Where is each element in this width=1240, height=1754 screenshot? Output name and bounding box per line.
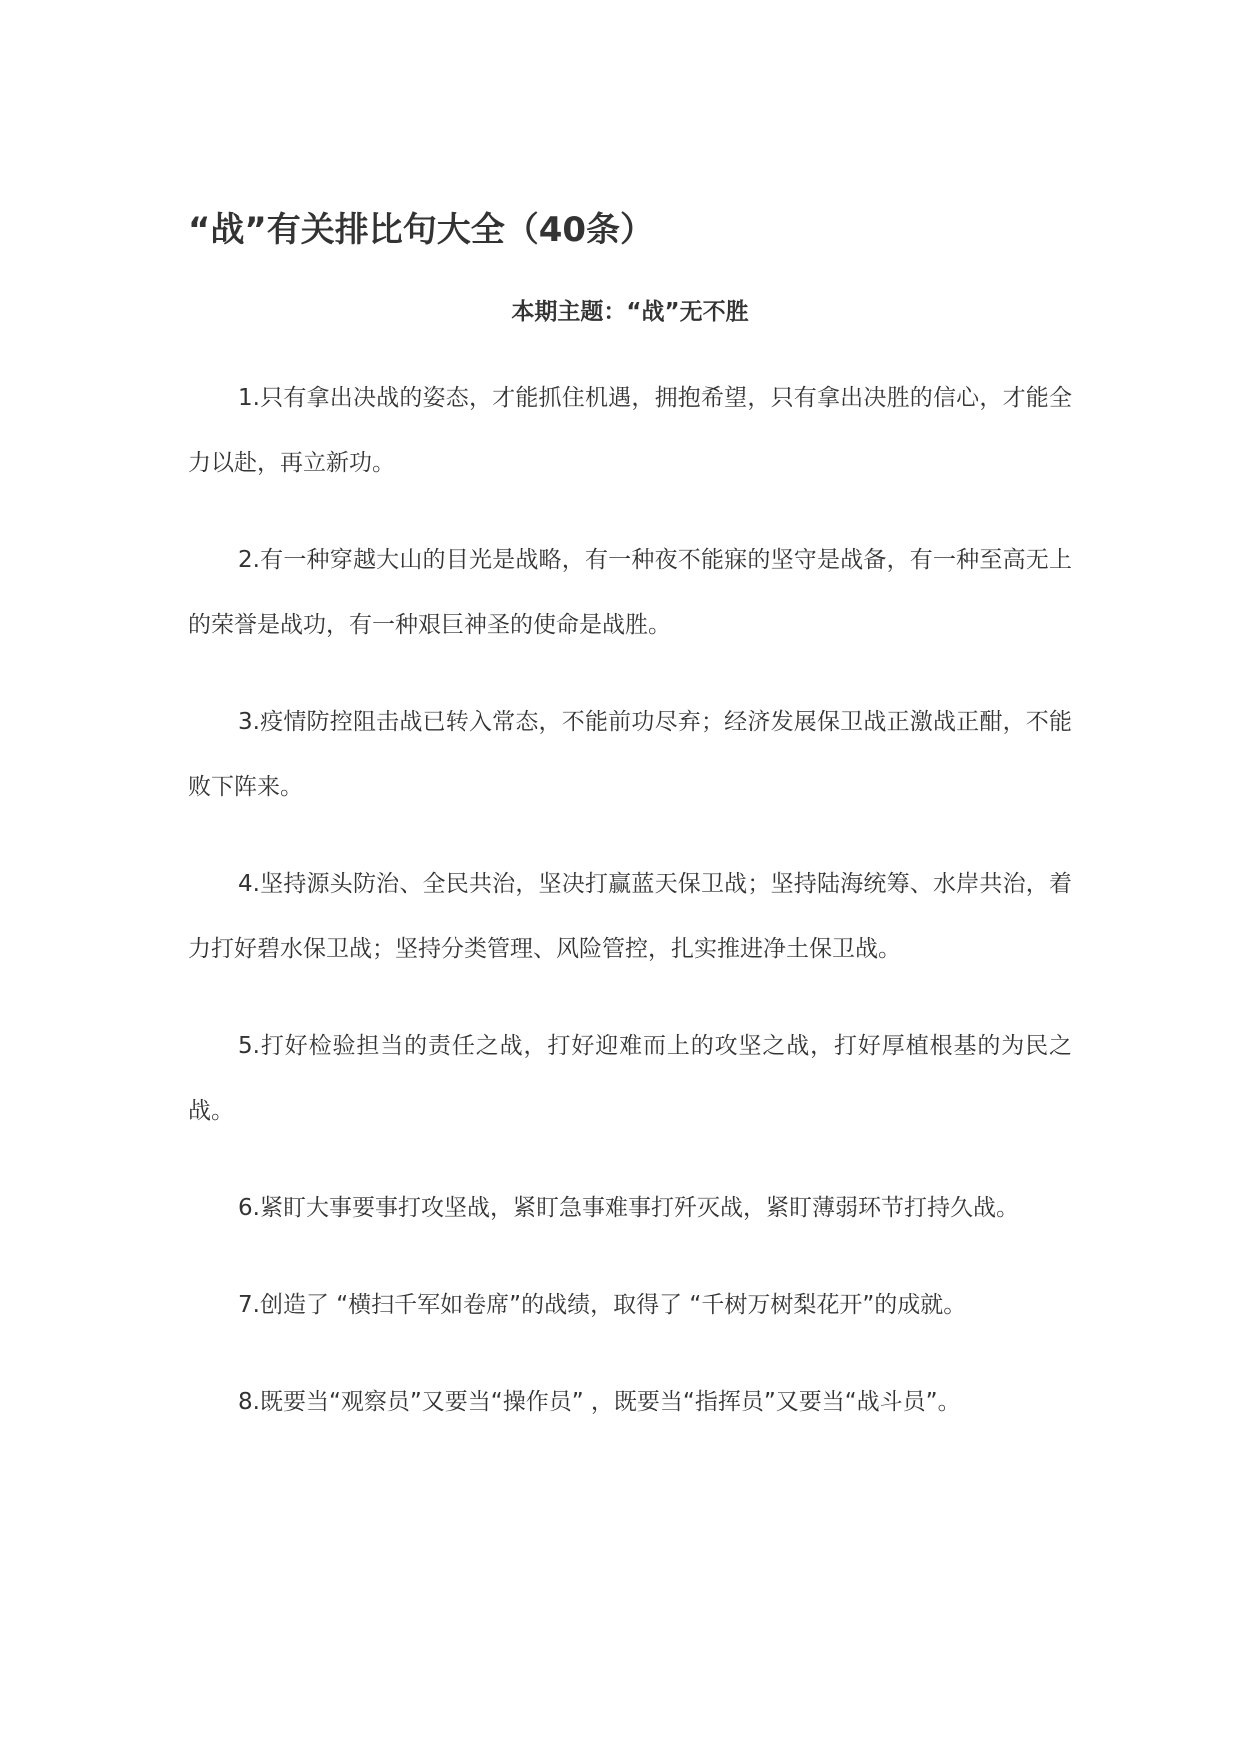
paragraph-list [188,366,1072,1435]
paragraph-8: 8.既要当“观察员”又要当“操作员” ，既要当“指挥员”又要当“战斗员”。 [238,1389,961,1415]
paragraph-1: 1.只有拿出决战的姿态，才能抓住机遇，拥抱希望，只有拿出决胜的信心，才能全力以赴，再立新功。 [188,385,1072,476]
paragraph-2: 2.有一种穿越大山的目光是战略，有一种夜不能寐的坚守是战备，有一种至高无上的荣誉是战功，有一种艰巨神圣的使命是战胜。 [188,547,1072,638]
document-page [188,205,1072,1467]
paragraph-6: 6.紧盯大事要事打攻坚战，紧盯急事难事打歼灭战，紧盯薄弱环节打持久战。 [238,1195,1019,1221]
paragraph-5: 5.打好检验担当的责任之战，打好迎难而上的攻坚之战，打好厚植根基的为民之战。 [188,1033,1072,1124]
document-title: “战”有关排比句大全（40条） [188,210,655,250]
paragraph-3: 3.疫情防控阻击战已转入常态，不能前功尽弃；经济发展保卫战正激战正酣，不能败下阵来。 [188,709,1072,800]
paragraph-7: 7.创造了 “横扫千军如卷席”的战绩，取得了 “千树万树梨花开”的成就。 [238,1292,967,1318]
paragraph-4: 4.坚持源头防治、全民共治，坚决打赢蓝天保卫战；坚持陆海统筹、水岸共治，着力打好碧水保卫战；坚持分类管理、风险管控，扎实推进净土保卫战。 [188,871,1072,962]
document-subtitle: 本期主题：“战”无不胜 [511,299,749,325]
